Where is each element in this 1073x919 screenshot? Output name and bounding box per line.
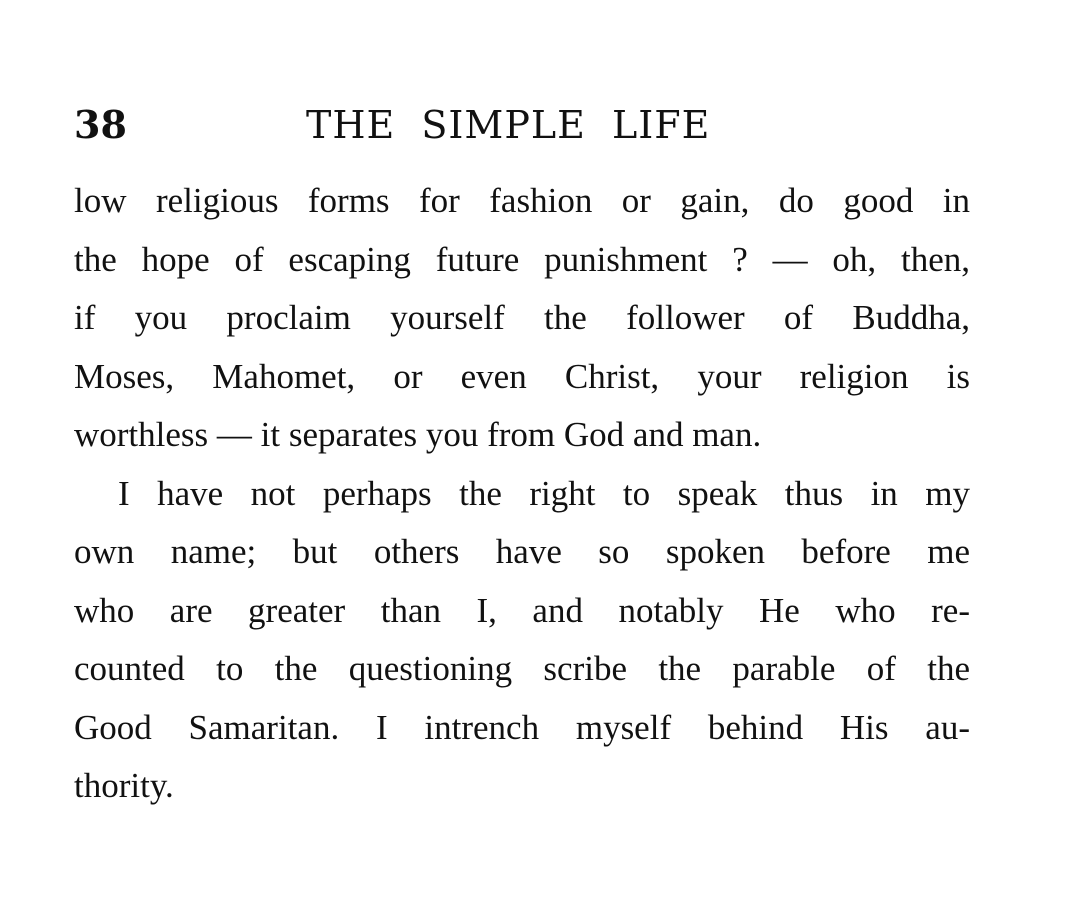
text-line: I have not perhaps the right to speak thus in my (118, 473, 970, 513)
page-number: 38 (74, 102, 127, 147)
text-line: Good Samaritan. I intrench myself behind His au- (74, 707, 970, 747)
text-line: the hope of escaping future punishment ? — oh, then, (74, 239, 970, 279)
text-line: worthless — it separates you from God and man. (74, 415, 762, 454)
text-line: Moses, Mahomet, or even Christ, your religion is (74, 356, 970, 396)
text-line: counted to the questioning scribe the parable of the (74, 649, 970, 688)
text-line: if you proclaim yourself the follower of Buddha, (74, 298, 970, 337)
text-line: thority. (74, 766, 174, 805)
paragraph (74, 465, 970, 816)
body-text (74, 172, 970, 816)
text-line: own name; but others have so spoken before me (74, 532, 970, 571)
paragraph (74, 172, 970, 465)
text-line: who are greater than I, and notably He who re- (74, 590, 970, 630)
book-title: THE SIMPLE LIFE (306, 103, 711, 147)
text-line: low religious forms for fashion or gain, do good in (74, 181, 970, 220)
running-head (74, 100, 974, 150)
